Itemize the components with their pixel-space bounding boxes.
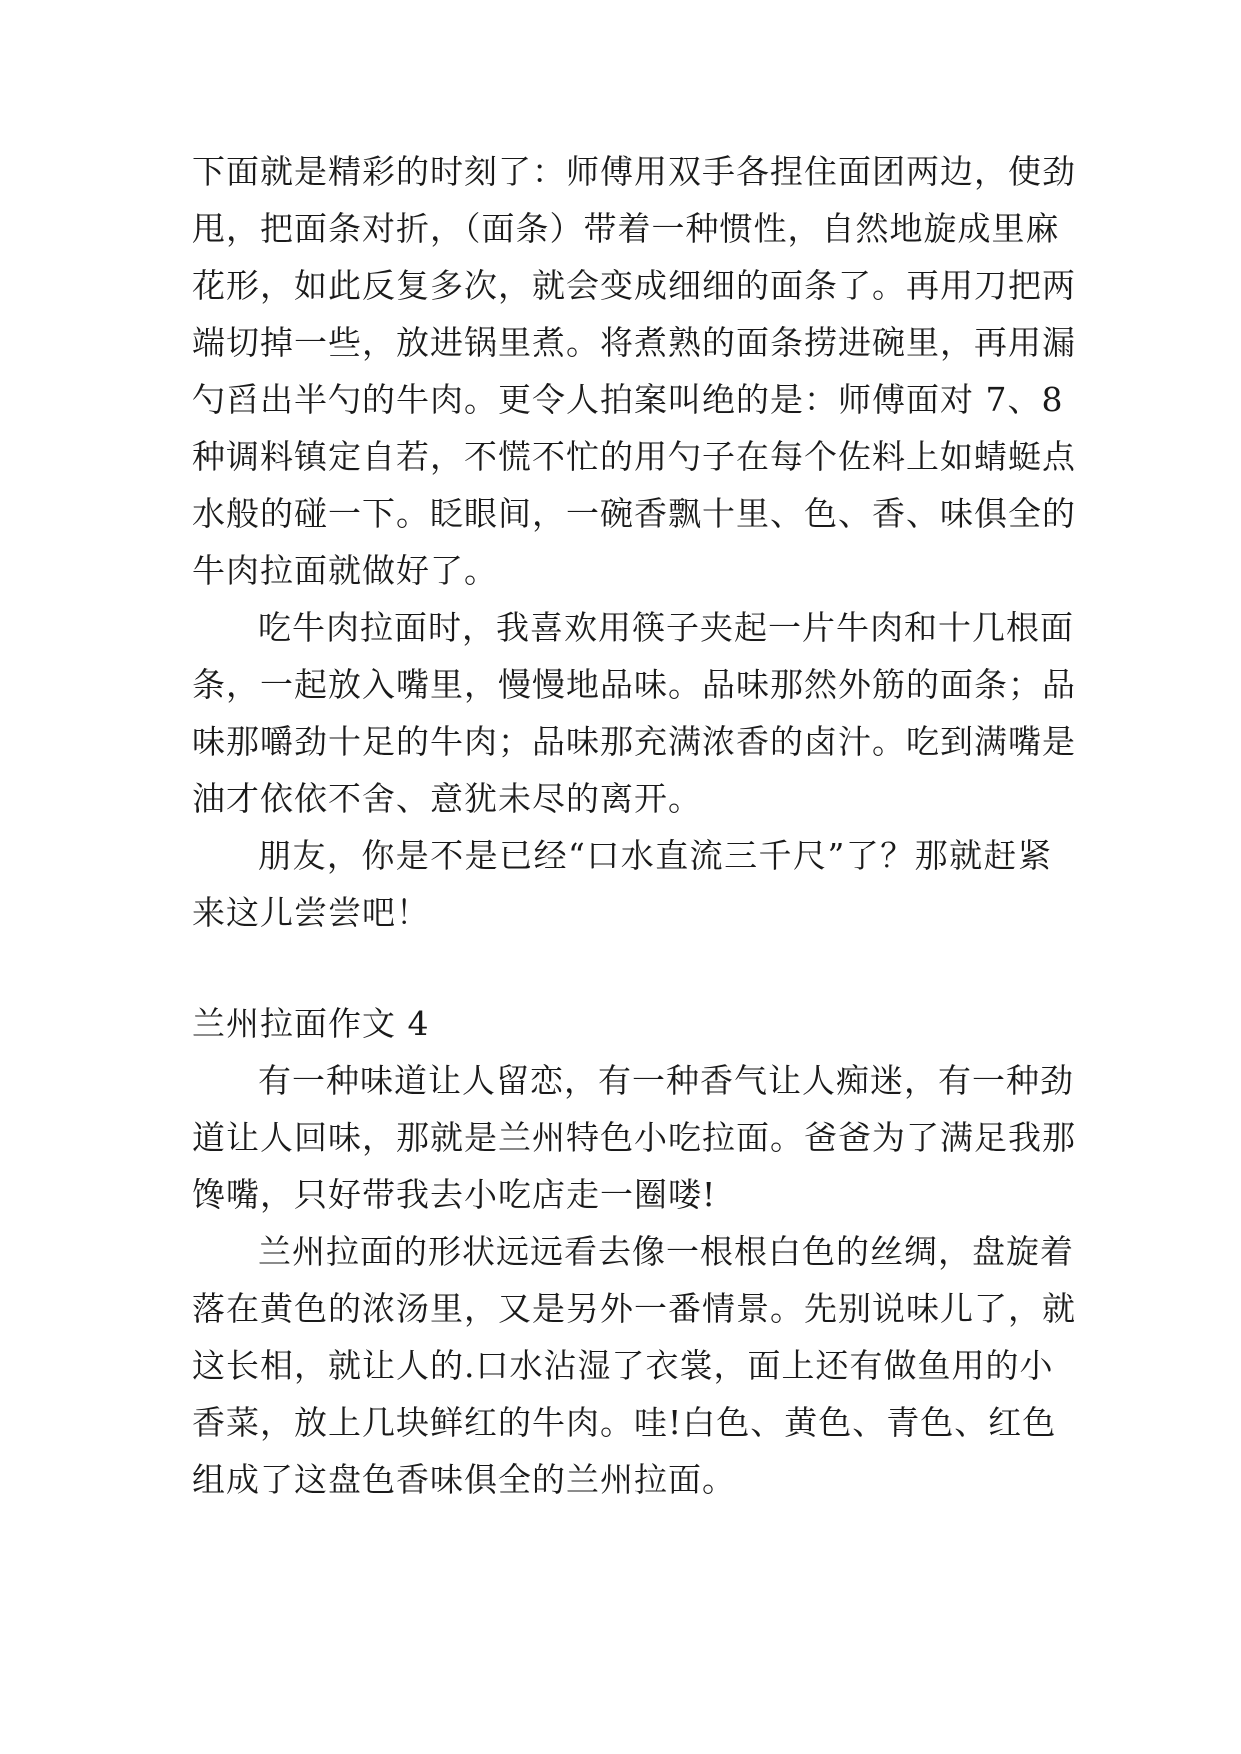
text-line: 种调料镇定自若，不慌不忙的用勺子在每个佐料上如蜻蜓点 — [192, 437, 1076, 476]
text-line: 来这儿尝尝吧！ — [192, 893, 430, 932]
text-line: 组成了这盘色香味俱全的兰州拉面。 — [192, 1460, 736, 1499]
text-line: 油才依依不舍、意犹未尽的离开。 — [192, 779, 702, 818]
text-line: 端切掉一些，放进锅里煮。将煮熟的面条捞进碗里，再用漏 — [192, 323, 1076, 362]
text-line: 下面就是精彩的时刻了：师傅用双手各捏住面团两边，使劲 — [192, 152, 1076, 191]
text-line: 这长相，就让人的.口水沾湿了衣裳，面上还有做鱼用的小 — [192, 1346, 1054, 1385]
text-line: 牛肉拉面就做好了。 — [192, 551, 498, 590]
text-line: 馋嘴，只好带我去小吃店走一圈喽! — [192, 1175, 717, 1214]
text-line: 花形，如此反复多次，就会变成细细的面条了。再用刀把两 — [192, 266, 1076, 305]
text-line: 道让人回味，那就是兰州特色小吃拉面。爸爸为了满足我那 — [192, 1118, 1076, 1157]
text-line: 落在黄色的浓汤里，又是另外一番情景。先别说味儿了，就 — [192, 1289, 1076, 1328]
text-line: 勺舀出半勺的牛肉。更令人拍案叫绝的是：师傅面对 7、8 — [192, 380, 1064, 419]
text-line: 甩，把面条对折，（面条）带着一种惯性，自然地旋成里麻 — [192, 209, 1060, 248]
text-line: 有一种味道让人留恋，有一种香气让人痴迷，有一种劲 — [258, 1061, 1074, 1100]
text-line: 兰州拉面的形状远远看去像一根根白色的丝绸，盘旋着 — [258, 1232, 1074, 1271]
text-line: 条，一起放入嘴里，慢慢地品味。品味那然外筋的面条；品 — [192, 665, 1076, 704]
text-line: 吃牛肉拉面时，我喜欢用筷子夹起一片牛肉和十几根面 — [258, 608, 1074, 647]
text-line: 水般的碰一下。眨眼间，一碗香飘十里、色、香、味俱全的 — [192, 494, 1076, 533]
section-heading: 兰州拉面作文 4 — [192, 1004, 430, 1043]
text-line: 味那嚼劲十足的牛肉；品味那充满浓香的卤汁。吃到满嘴是 — [192, 722, 1076, 761]
text-line: 香菜，放上几块鲜红的牛肉。哇!白色、黄色、青色、红色 — [192, 1403, 1057, 1442]
text-line: 朋友，你是不是已经“口水直流三千尺”了？那就赶紧 — [258, 836, 1052, 875]
